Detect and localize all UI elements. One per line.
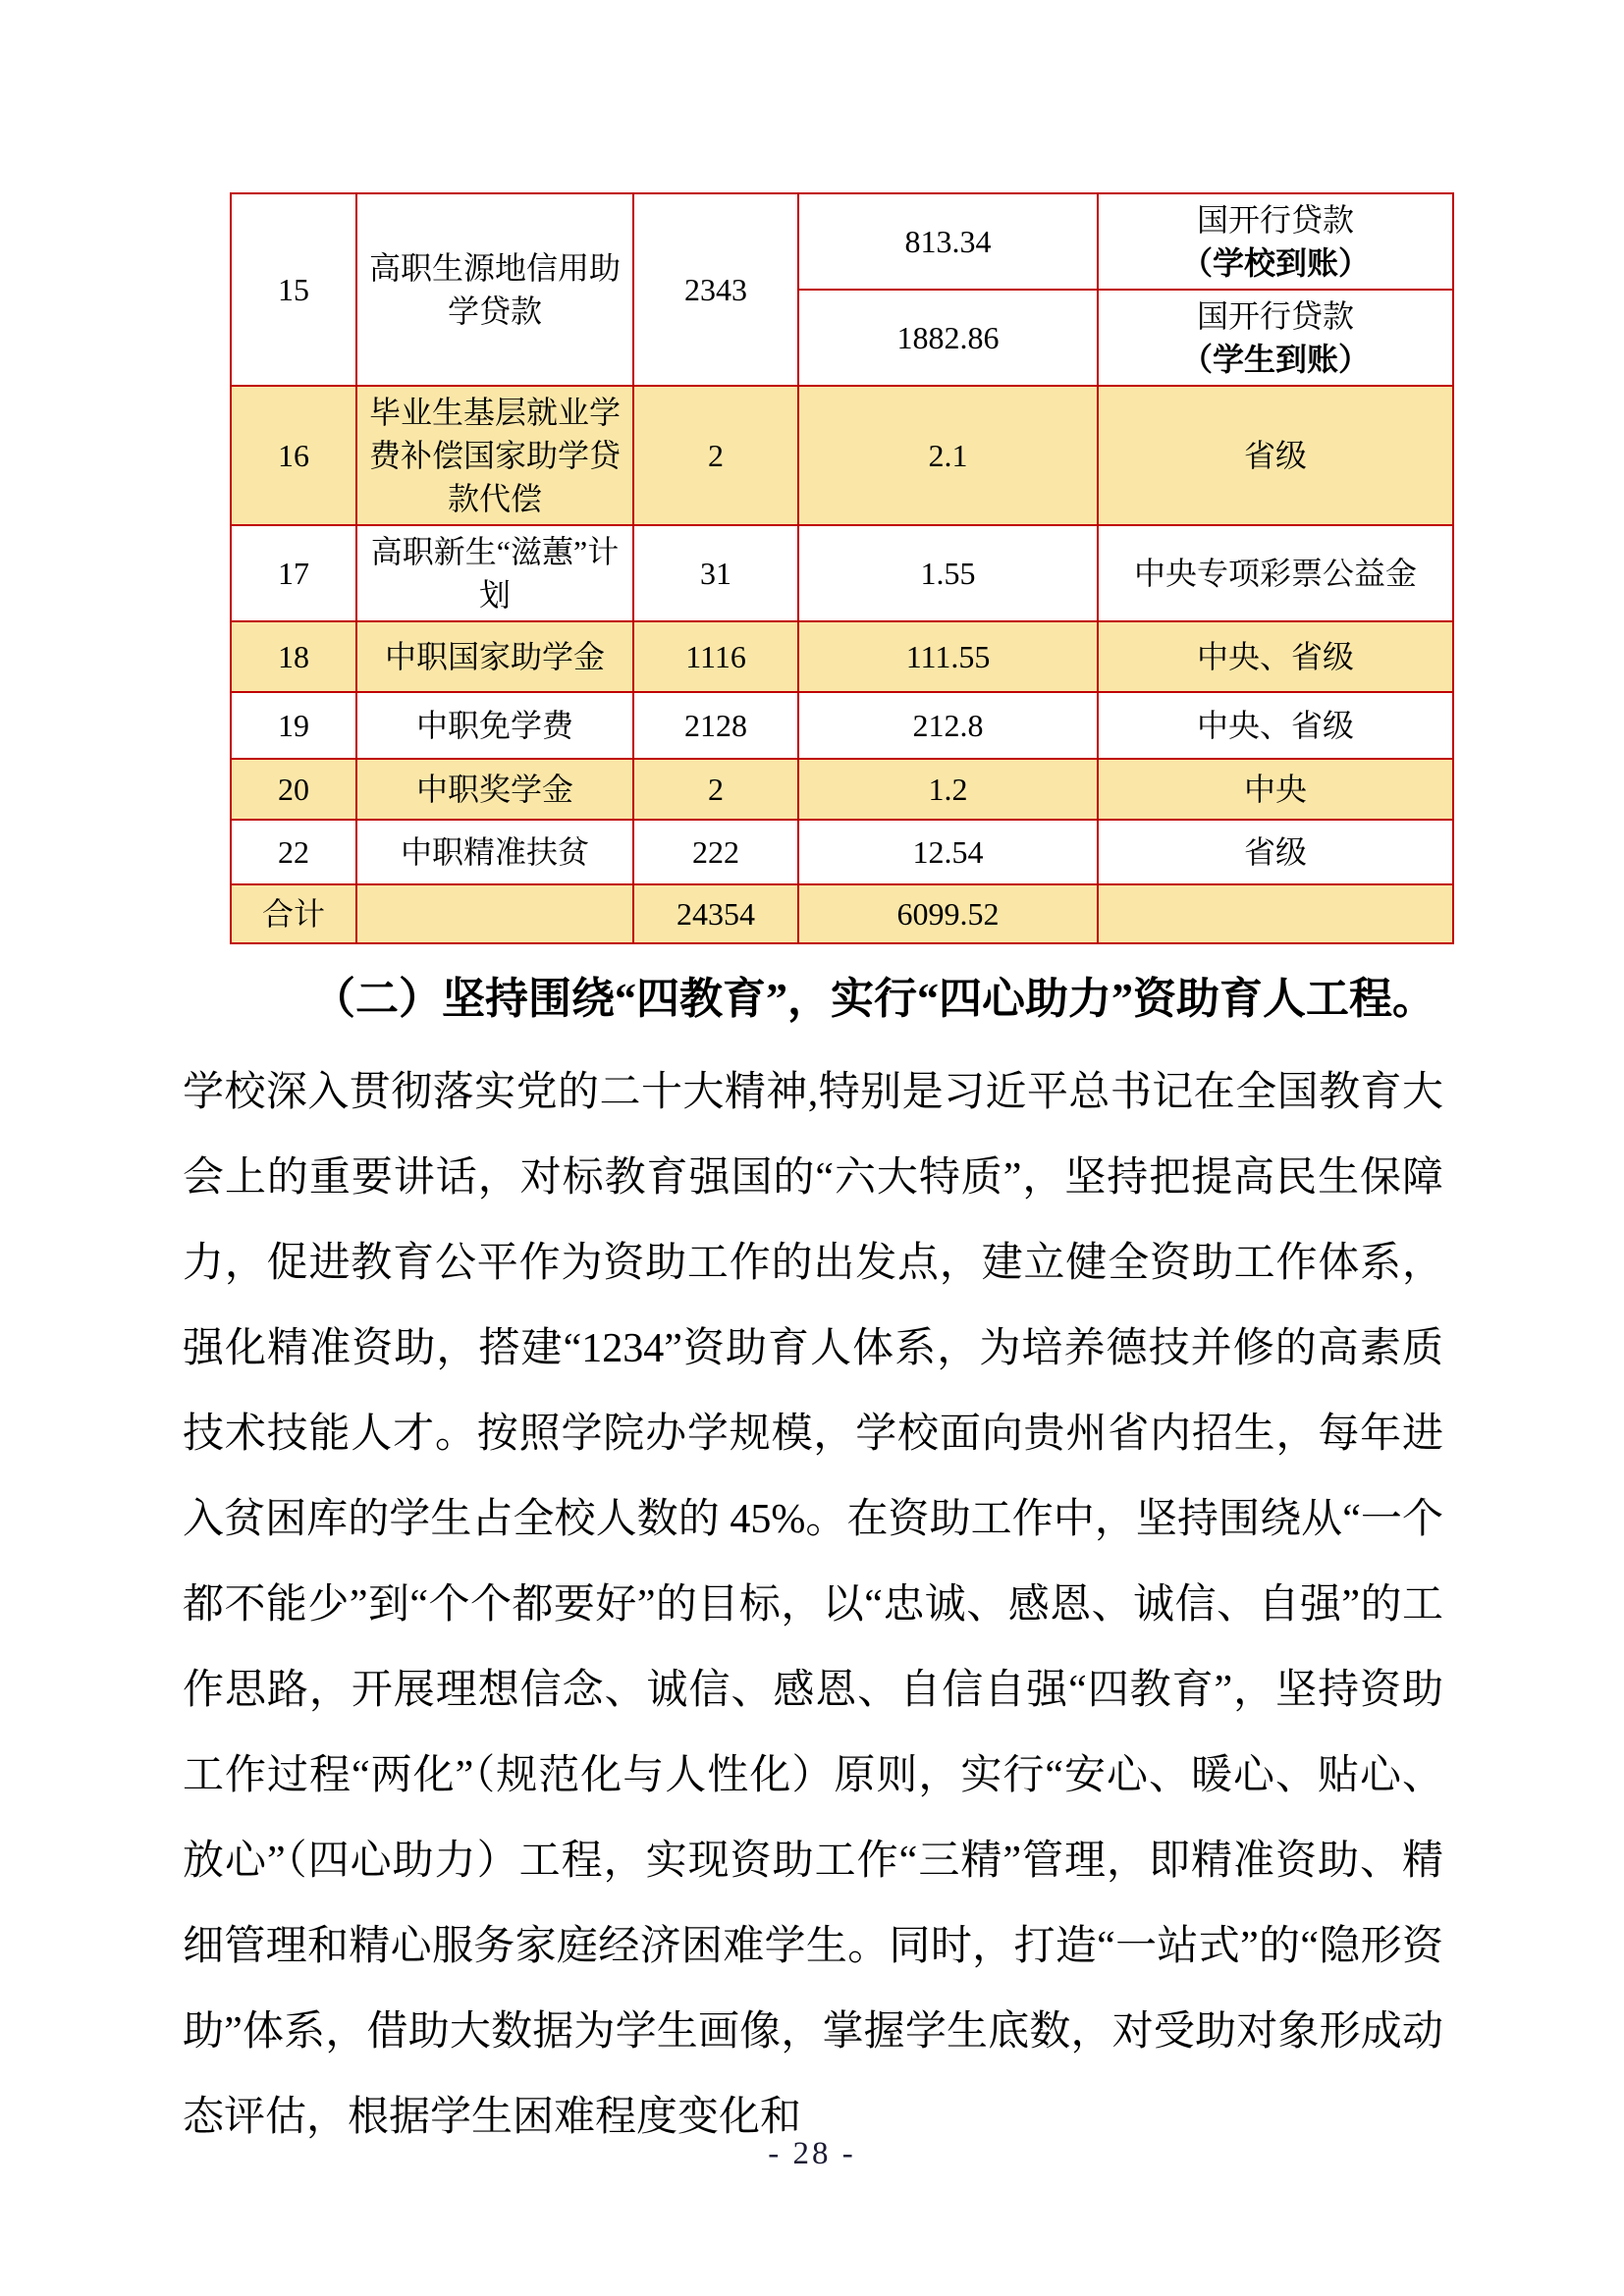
cell-total-count: 24354	[633, 884, 798, 943]
cell-22-name: 中职精准扶贫	[356, 820, 633, 884]
cell-18-no: 18	[231, 621, 356, 692]
cell-20-no: 20	[231, 759, 356, 820]
funding-summary-table	[230, 192, 1454, 944]
table-row-22	[231, 820, 1453, 884]
section-heading: （二）坚持围绕“四教育”，实行“四心助力”资助育人工程。	[312, 975, 1435, 1023]
cell-15-no: 15	[231, 193, 356, 386]
cell-17-source: 中央专项彩票公益金	[1098, 525, 1453, 621]
cell-19-amount: 212.8	[798, 692, 1098, 759]
cell-15-amount-school: 813.34	[798, 193, 1098, 290]
cell-22-amount: 12.54	[798, 820, 1098, 884]
cell-20-count: 2	[633, 759, 798, 820]
cell-18-name: 中职国家助学金	[356, 621, 633, 692]
source-line-2: （学生到账）	[1180, 342, 1370, 377]
cell-15-source-school	[1098, 193, 1453, 290]
cell-16-no: 16	[231, 386, 356, 525]
cell-18-source: 中央、省级	[1098, 621, 1453, 692]
cell-22-no: 22	[231, 820, 356, 884]
cell-16-source: 省级	[1098, 386, 1453, 525]
table-row-20	[231, 759, 1453, 820]
table-row-18	[231, 621, 1453, 692]
cell-15-source-student	[1098, 290, 1453, 386]
cell-19-source: 中央、省级	[1098, 692, 1453, 759]
cell-total-source-empty	[1098, 884, 1453, 943]
cell-19-count: 2128	[633, 692, 798, 759]
cell-17-no: 17	[231, 525, 356, 621]
body-paragraph: 学校深入贯彻落实党的二十大精神,特别是习近平总书记在全国教育大会上的重要讲话，对标教育强国的“六大特质”，坚持把提高民生保障力，促进教育公平作为资助工作的出发点，建立健全资助工作体系，强化精准资助，搭建“1234”资助育人体系，为培养德技并修的高素质技术技能人才。按照学院办学规模，学校面向贵州省内招生，每年进入贫困库的学生占全校人数的 45%。在资助工作中，坚持围绕从“一个都不能少”到“个个都要好”的目标，以“忠诚、感恩、诚信、自强”的工作思路，开展理想信念、诚信、感恩、自信自强“四教育”，坚持资助工作过程“两化”（规范化与人性化）原则，实行“安心、暖心、贴心、放心”（四心助力）工程，实现资助工作“三精”管理，即精准资助、精细管理和精心服务家庭经济困难学生。同时，打造“一站式”的“隐形资助”体系，借助大数据为学生画像，掌握学生底数，对受助对象形成动态评估，根据学生困难程度变化和	[183, 1070, 1443, 2140]
cell-20-source: 中央	[1098, 759, 1453, 820]
cell-15-count: 2343	[633, 193, 798, 386]
cell-total-label: 合计	[231, 884, 356, 943]
cell-22-source: 省级	[1098, 820, 1453, 884]
cell-18-amount: 111.55	[798, 621, 1098, 692]
table-row-total	[231, 884, 1453, 943]
table-row-19	[231, 692, 1453, 759]
table-row-17	[231, 525, 1453, 621]
cell-20-amount: 1.2	[798, 759, 1098, 820]
cell-total-name-empty	[356, 884, 633, 943]
cell-20-name: 中职奖学金	[356, 759, 633, 820]
cell-17-count: 31	[633, 525, 798, 621]
cell-total-amount: 6099.52	[798, 884, 1098, 943]
table-row-16	[231, 386, 1453, 525]
cell-19-no: 19	[231, 692, 356, 759]
cell-16-name: 毕业生基层就业学费补偿国家助学贷款代偿	[356, 386, 633, 525]
cell-17-amount: 1.55	[798, 525, 1098, 621]
cell-15-name: 高职生源地信用助学贷款	[356, 193, 633, 386]
cell-17-name: 高职新生“滋蕙”计划	[356, 525, 633, 621]
cell-16-amount: 2.1	[798, 386, 1098, 525]
source-line-2: （学校到账）	[1180, 245, 1370, 281]
table-row-15	[231, 193, 1453, 290]
cell-16-count: 2	[633, 386, 798, 525]
cell-15-amount-student: 1882.86	[798, 290, 1098, 386]
source-line-1: 国开行贷款	[1196, 298, 1354, 334]
source-line-1: 国开行贷款	[1196, 202, 1354, 238]
page-number: - 28 -	[768, 2136, 856, 2171]
cell-18-count: 1116	[633, 621, 798, 692]
cell-19-name: 中职免学费	[356, 692, 633, 759]
cell-22-count: 222	[633, 820, 798, 884]
